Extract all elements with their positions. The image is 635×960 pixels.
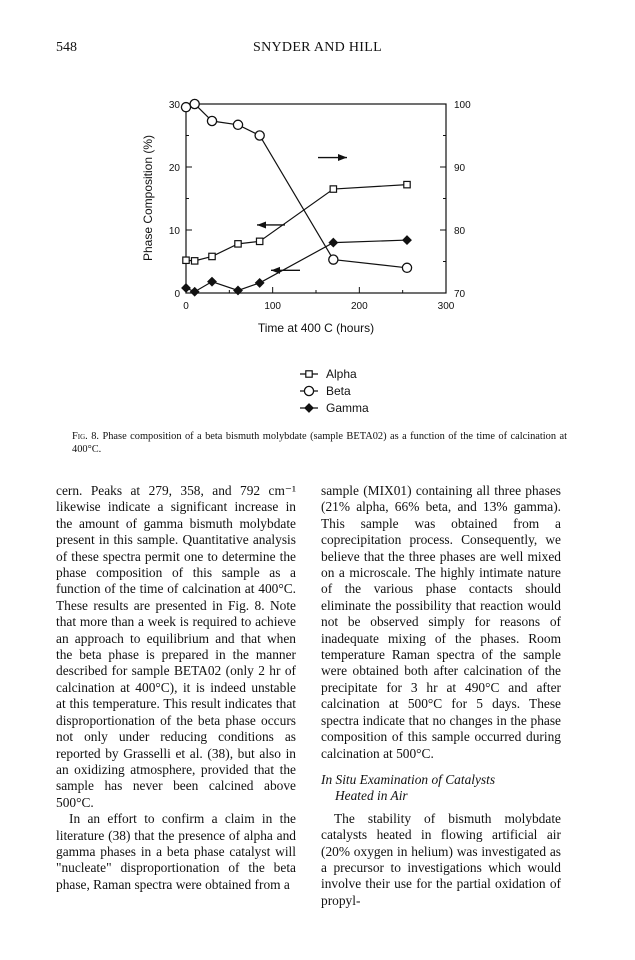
gamma-data-point — [403, 236, 412, 245]
alpha-data-point — [183, 257, 189, 263]
running-head: SNYDER AND HILL — [253, 40, 382, 55]
right-tick-label: 80 — [454, 226, 466, 237]
alpha-data-point — [191, 258, 197, 264]
y-axis-label: Phase Composition (%) — [141, 134, 155, 262]
paragraph: The stability of bismuth molybdate catalysts heated in flowing artificial air (20% oxygen in helium) was investigated as a precursor to investigations which would involve their use for the partial oxidation of propyl- — [321, 810, 561, 908]
gamma-data-point — [208, 277, 217, 286]
left-tick-label: 0 — [174, 289, 180, 300]
paragraph: In an effort to confirm a claim in the literature (38) that the presence of alpha and gamma phases in a beta phase catalyst will "nucleate" disproportionation of the beta phase, Raman spectra were obtained from a — [56, 811, 296, 892]
beta-data-point — [329, 255, 338, 264]
caption-label: Fig. 8. — [72, 431, 99, 442]
beta-right-arrow-head — [338, 154, 347, 161]
caption-text: Phase composition of a beta bismuth molybdate (sample BETA02) as a function of the time of calcination at 400°C. — [72, 431, 567, 456]
section-heading-line-2: Heated in Air — [335, 788, 408, 804]
gamma-data-point — [182, 283, 191, 292]
page-number: 548 — [56, 40, 77, 55]
beta-series-line — [186, 104, 407, 268]
left-tick-label: 30 — [168, 100, 180, 111]
gamma-data-point — [234, 286, 243, 295]
beta-data-point — [233, 120, 242, 129]
right-column — [321, 483, 561, 909]
gamma-data-point — [190, 287, 199, 296]
phase-composition-chart — [0, 85, 635, 425]
gamma-data-point — [329, 238, 338, 247]
section-heading — [321, 772, 561, 805]
beta-legend-marker — [304, 386, 313, 395]
alpha-left-arrow-head — [257, 221, 266, 228]
x-tick-label: 300 — [437, 301, 455, 312]
alpha-legend-marker — [306, 371, 312, 377]
page-header — [0, 40, 635, 62]
beta-data-point — [255, 131, 264, 140]
alpha-data-point — [404, 181, 410, 187]
left-tick-label: 20 — [168, 163, 180, 174]
x-tick-label: 200 — [350, 301, 368, 312]
x-axis-label: Time at 400 C (hours) — [257, 321, 375, 335]
alpha-data-point — [235, 241, 241, 247]
beta-data-point — [207, 116, 216, 125]
gamma-legend-marker — [305, 404, 314, 413]
alpha-series-line — [186, 185, 407, 261]
alpha-data-point — [209, 253, 215, 259]
right-tick-label: 90 — [454, 163, 466, 174]
section-heading-line-1: In Situ Examination of Catalysts — [321, 771, 496, 787]
gamma-series-line — [186, 240, 407, 292]
alpha-data-point — [330, 186, 336, 192]
legend-label: Beta — [326, 384, 351, 398]
legend-label: Gamma — [326, 401, 369, 415]
gamma-left-arrow-head — [271, 267, 280, 274]
legend-label: Alpha — [326, 367, 357, 381]
paragraph: cern. Peaks at 279, 358, and 792 cm⁻¹ likewise indicate a significant increase in the amount of gamma bismuth molybdate present in this sample. Quantitative analysis of these spectra permit one to determine the phase composition of this sample as a function of the time of calcination at 400°C. These results are presented in Fig. 8. Note that more than a week is required to achieve an approach to equilibrium and that when the beta phase is prepared in the manner described for sample BETA02 (only 2 hr of calcination at 400°C), it is indeed unstable at this temperature. This result indicates that disproportionation of the beta phase occurs not only under reducing conditions as reported by Grasselli et al. (38), but also in an oxidizing atmosphere, provided that the sample has never been calcined above 500°C. — [56, 483, 296, 810]
right-tick-label: 100 — [454, 100, 471, 111]
beta-data-point — [402, 263, 411, 272]
left-tick-label: 10 — [168, 226, 180, 237]
x-tick-label: 0 — [183, 301, 189, 312]
x-tick-label: 100 — [264, 301, 282, 312]
alpha-data-point — [256, 238, 262, 244]
paragraph: sample (MIX01) containing all three phases (21% alpha, 66% beta, and 13% gamma). This sample was obtained from a coprecipitation process. Consequently, we believe that the three phases are well mixed on a microscale. The highly intimate nature of the various phase contacts should eliminate the possibility that reaction would not be observed simply for reasons of inadequate mixing of the phases. Room temperature Raman spectra of the sample were obtained both after calcination of the precipitate for 3 hr at 490°C and after calcination at 500°C for 5 days. These spectra indicate that no changes in the phase composition of this sample occurred during calcination at 500°C. — [321, 483, 561, 761]
figure-caption — [72, 430, 567, 457]
right-tick-label: 70 — [454, 289, 466, 300]
beta-data-point — [181, 103, 190, 112]
left-column — [56, 483, 296, 893]
beta-data-point — [190, 99, 199, 108]
gamma-data-point — [255, 278, 264, 287]
